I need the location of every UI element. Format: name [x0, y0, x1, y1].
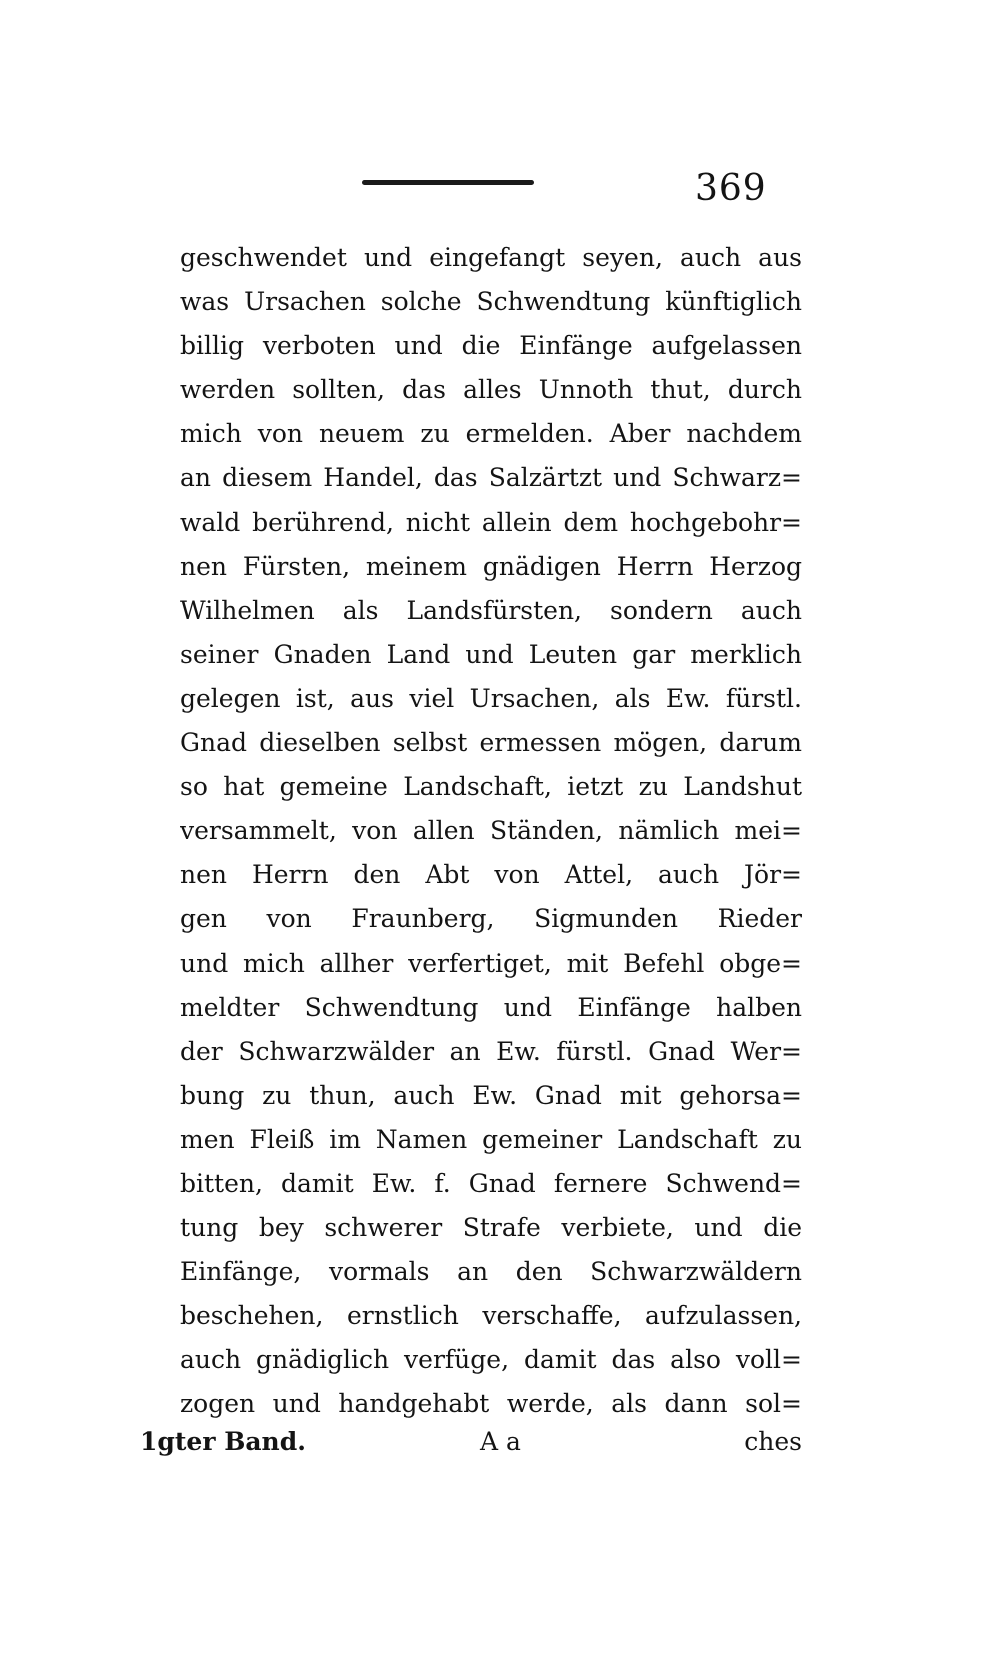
text-line: billig verboten und die Einfänge aufgelassen: [180, 331, 802, 361]
text-line: Wilhelmen als Landsfürsten, sondern auch: [180, 595, 802, 625]
text-line: gen von Fraunberg, Sigmunden Rieder: [180, 904, 802, 934]
text-line: der Schwarzwälder an Ew. fürstl. Gnad Wer=: [180, 1036, 802, 1066]
text-line: und mich allher verfertiget, mit Befehl obge=: [180, 948, 802, 978]
text-line: an diesem Handel, das Salzärtzt und Schwarz=: [180, 463, 802, 493]
text-line: bitten, damit Ew. f. Gnad fernere Schwend=: [180, 1168, 802, 1198]
text-line: nen Herrn den Abt von Attel, auch Jör=: [180, 860, 802, 890]
text-line: bung zu thun, auch Ew. Gnad mit gehorsa=: [180, 1080, 802, 1110]
text-line: beschehen, ernstlich verschaffe, aufzulassen,: [180, 1301, 802, 1331]
text-line: auch gnädiglich verfüge, damit das also voll=: [180, 1345, 802, 1375]
catchword: ches: [744, 1427, 802, 1456]
text-line: Einfänge, vormals an den Schwarzwäldern: [180, 1257, 802, 1287]
text-line: was Ursachen solche Schwendtung künftiglich: [180, 287, 802, 317]
text-line: nen Fürsten, meinem gnädigen Herrn Herzog: [180, 551, 802, 581]
sheet-signature: A a: [480, 1427, 521, 1456]
body-text: [180, 236, 802, 1427]
text-line: tung bey schwerer Strafe verbiete, und die: [180, 1213, 802, 1243]
text-line: wald berührend, nicht allein dem hochgebohr=: [180, 507, 802, 537]
text-line: seiner Gnaden Land und Leuten gar merklich: [180, 639, 802, 669]
page-footer: [140, 1420, 802, 1464]
text-line: so hat gemeine Landschaft, ietzt zu Landshut: [180, 772, 802, 802]
header-rule: [362, 180, 534, 185]
text-line: mich von neuem zu ermelden. Aber nachdem: [180, 419, 802, 449]
text-line: meldter Schwendtung und Einfänge halben: [180, 992, 802, 1022]
volume-signature: 1gter Band.: [140, 1427, 306, 1456]
text-line: Gnad dieselben selbst ermessen mögen, darum: [180, 728, 802, 758]
text-line: gelegen ist, aus viel Ursachen, als Ew. fürstl.: [180, 683, 802, 713]
text-line: versammelt, von allen Ständen, nämlich mei=: [180, 816, 802, 846]
page-number: 369: [695, 168, 767, 209]
text-line: zogen und handgehabt werde, als dann sol=: [180, 1389, 802, 1419]
text-line: geschwendet und eingefangt seyen, auch aus: [180, 243, 802, 272]
text-line: werden sollten, das alles Unnoth thut, durch: [180, 375, 802, 405]
text-line: men Fleiß im Namen gemeiner Landschaft zu: [180, 1124, 802, 1154]
